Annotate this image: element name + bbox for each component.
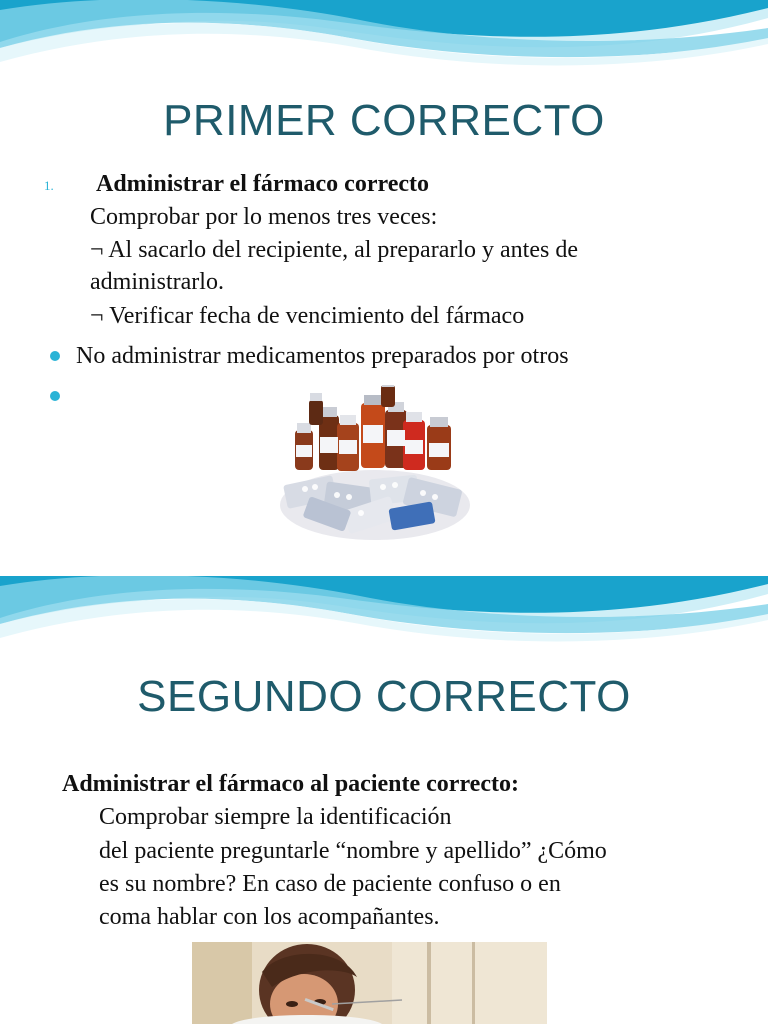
item-heading: Administrar el fármaco correcto (96, 171, 429, 197)
item-heading: Administrar el fármaco al paciente correcto: (62, 771, 519, 797)
body-line: administrarlo. (90, 269, 224, 295)
body-line: ¬ Al sacarlo del recipiente, al prepararlo y antes de (90, 237, 578, 263)
body-line: del paciente preguntarle “nombre y apellido” ¿Cómo (99, 838, 607, 864)
bullet-text: No administrar medicamentos preparados por otros (76, 343, 569, 369)
doctor-image (192, 942, 547, 1024)
body-line: coma hablar con los acompañantes. (99, 904, 440, 930)
bullet-dot (50, 391, 60, 401)
header-wave (0, 0, 768, 95)
list-number: 1. (44, 178, 54, 193)
medicines-image (275, 385, 475, 545)
body-line: es su nombre? En caso de paciente confuso o en (99, 871, 561, 897)
body-line: Comprobar por lo menos tres veces: (90, 204, 438, 230)
body-line: Comprobar siempre la identificación (99, 804, 452, 830)
slide-title: SEGUNDO CORRECTO (137, 672, 631, 721)
bullet-dot (50, 351, 60, 361)
slide-segundo-correcto (0, 576, 768, 1024)
header-wave (0, 576, 768, 671)
slide-title: PRIMER CORRECTO (163, 96, 605, 145)
body-line: ¬ Verificar fecha de vencimiento del fármaco (90, 303, 525, 329)
